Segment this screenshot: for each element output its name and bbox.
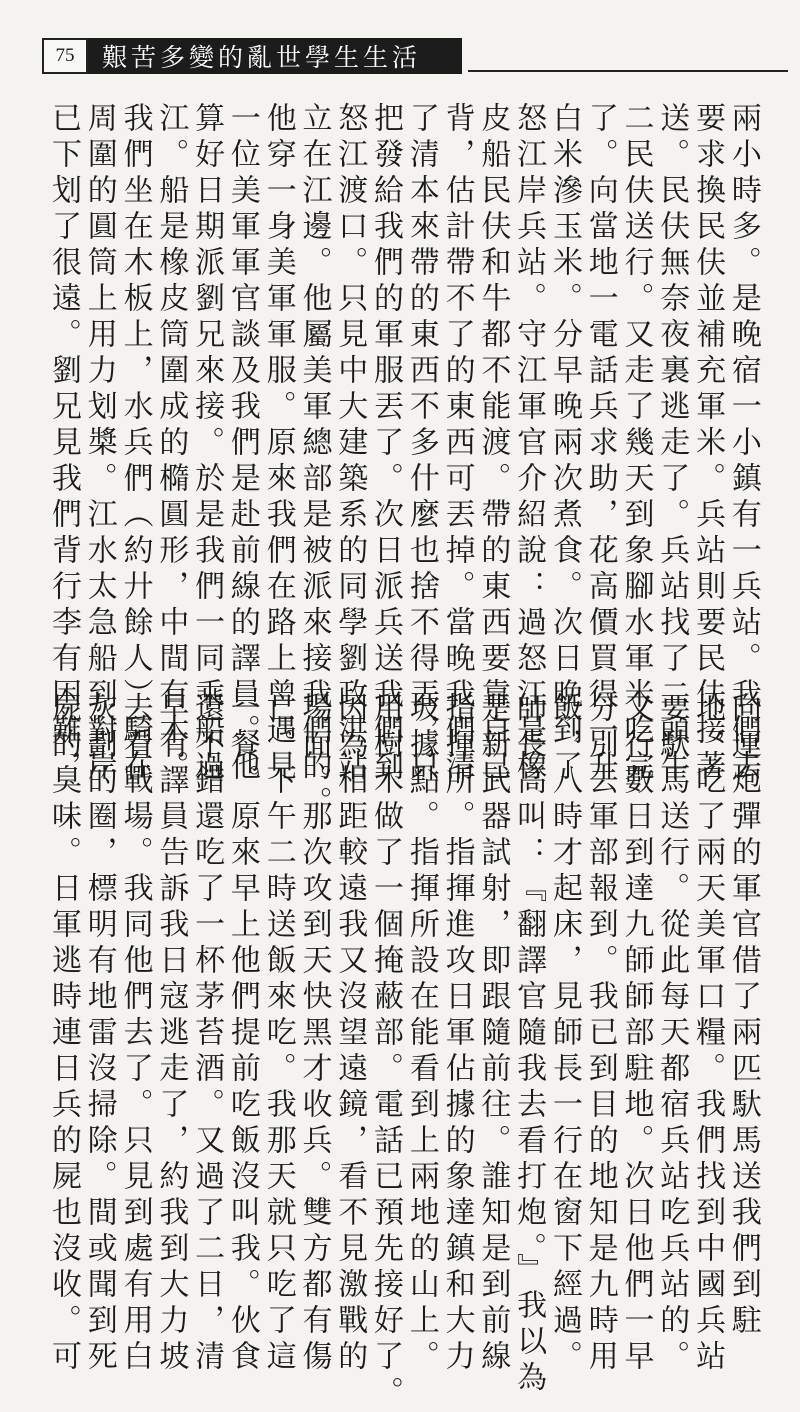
- top-text-block: [46, 102, 761, 822]
- text-column: 地，吃了兩天美軍口糧。我們找到中國兵站: [690, 692, 726, 1376]
- text-column: 我們坐在木板上，水兵們（約廾餘人）騎在: [117, 102, 153, 786]
- text-column: 指揮所。指揮進攻日軍佔據的象達鎮和大力: [439, 692, 475, 1376]
- text-column: 飯，八時才起床，見師長一行在窗下經過。: [546, 692, 582, 1376]
- text-column: 又行數日到達九師師部駐地。次日他們一早: [618, 692, 654, 1376]
- text-column: 二民伕送行。又走了幾天到象腳水軍米吃完: [618, 102, 654, 786]
- text-column: 要求換民伕並補充軍米。兵站則要民伕接著: [690, 102, 726, 786]
- text-column: 怒江岸兵站。守江軍官介紹說：過怒江是橡: [511, 102, 547, 786]
- text-column: 場面。那次攻到天快黑才收兵。雙方都有傷: [296, 692, 332, 1376]
- text-column: 白米滲玉米。分早晚兩次煮食。次日晚到了: [546, 102, 582, 786]
- text-column: 用樹木做了一個掩蔽部。電話已預先接好了。: [368, 692, 404, 1412]
- chapter-title: 艱苦多變的亂世學生生活: [88, 38, 462, 74]
- text-column: 分別去軍部報到。我已到目的地知是九時用: [582, 692, 618, 1376]
- text-column: 了。向當地一電話兵求助，花高價買得一升: [582, 102, 618, 786]
- text-column: 江。船是橡皮筒圍成的橢圓形，中間有木。: [153, 102, 189, 786]
- page-number: 75: [42, 38, 88, 74]
- running-header: [42, 38, 462, 74]
- text-column: 一位美軍軍官談及我們是赴前線的譯員。他: [224, 102, 260, 786]
- text-column: 送。民伕無奈夜裏逃走了。兵站找了二頭牛: [654, 102, 690, 786]
- text-column: 亡。下午二時送飯來吃。我那天就只吃了這: [260, 692, 296, 1376]
- text-column: 向運炮彈的軍官借了兩匹馱馬送我們到駐: [725, 692, 761, 1340]
- text-column: 師長高叫：『翻譯官隨我去看打炮。』我以為: [511, 692, 547, 1397]
- text-column: 立在江邊。他屬美軍總部是被派來接我們的。: [296, 102, 332, 822]
- text-column: 兩小時多。是晚宿一小鎮有一兵站。我們去: [725, 102, 761, 786]
- text-column: 已下划了很遠。劉兄見我們背行李有困難，: [46, 102, 81, 786]
- text-column: 還不錯還吃了一杯茅苔酒。又過了二日，清: [189, 692, 225, 1376]
- text-column: 灰劃的圈，標明有地雷沒掃除。間或聞到死: [81, 692, 117, 1376]
- text-column: 去看戰場。我同他們去了。只見到處有用白: [117, 692, 153, 1376]
- header-rule: [468, 70, 788, 72]
- text-column: 皮船民伕和牛都不能渡。帶的東西要靠自己: [475, 102, 511, 786]
- text-column: 早有譯員告訴我日寇逃走了，約我到大力坡: [153, 692, 189, 1376]
- text-column: 因為相距較遠我又沒望遠鏡，看不見激戰的: [332, 692, 368, 1376]
- text-column: 怒江渡口。只見中大建築系的同學劉政洪站: [332, 102, 368, 786]
- text-column: 他穿一身美軍軍服。原來我們在路上曾遇見: [260, 102, 296, 786]
- text-column: 一餐。原來早上他們提前吃飯沒叫我。伙食: [224, 692, 260, 1376]
- text-column: 了清本來帶的東西不多什麼也捨不得丟，只: [403, 102, 439, 786]
- text-column: 背，估計帶不了的東西可丟掉。當晚我們清: [439, 102, 475, 786]
- text-column: 算好日期派劉兄來接。於是我們一同乘船過: [189, 102, 225, 786]
- text-column: 屍的臭味。日軍逃時連日兵的屍也沒收。可: [46, 692, 81, 1376]
- text-column: 是新武器試射，即跟隨前往。誰知是到前線: [475, 692, 511, 1376]
- text-column: 周圍的圓筒上用力划槳。江水太急船到對岸: [81, 102, 117, 786]
- text-column: 要馱馬送行。從此每天都宿兵站吃兵站的。: [654, 692, 690, 1376]
- text-column: 把發給我們的軍服丟了。次日派兵送我們到: [368, 102, 404, 786]
- text-column: 坡據點。指揮所設在能看到上兩地的山上。: [403, 692, 439, 1376]
- bottom-text-block: [46, 692, 761, 1412]
